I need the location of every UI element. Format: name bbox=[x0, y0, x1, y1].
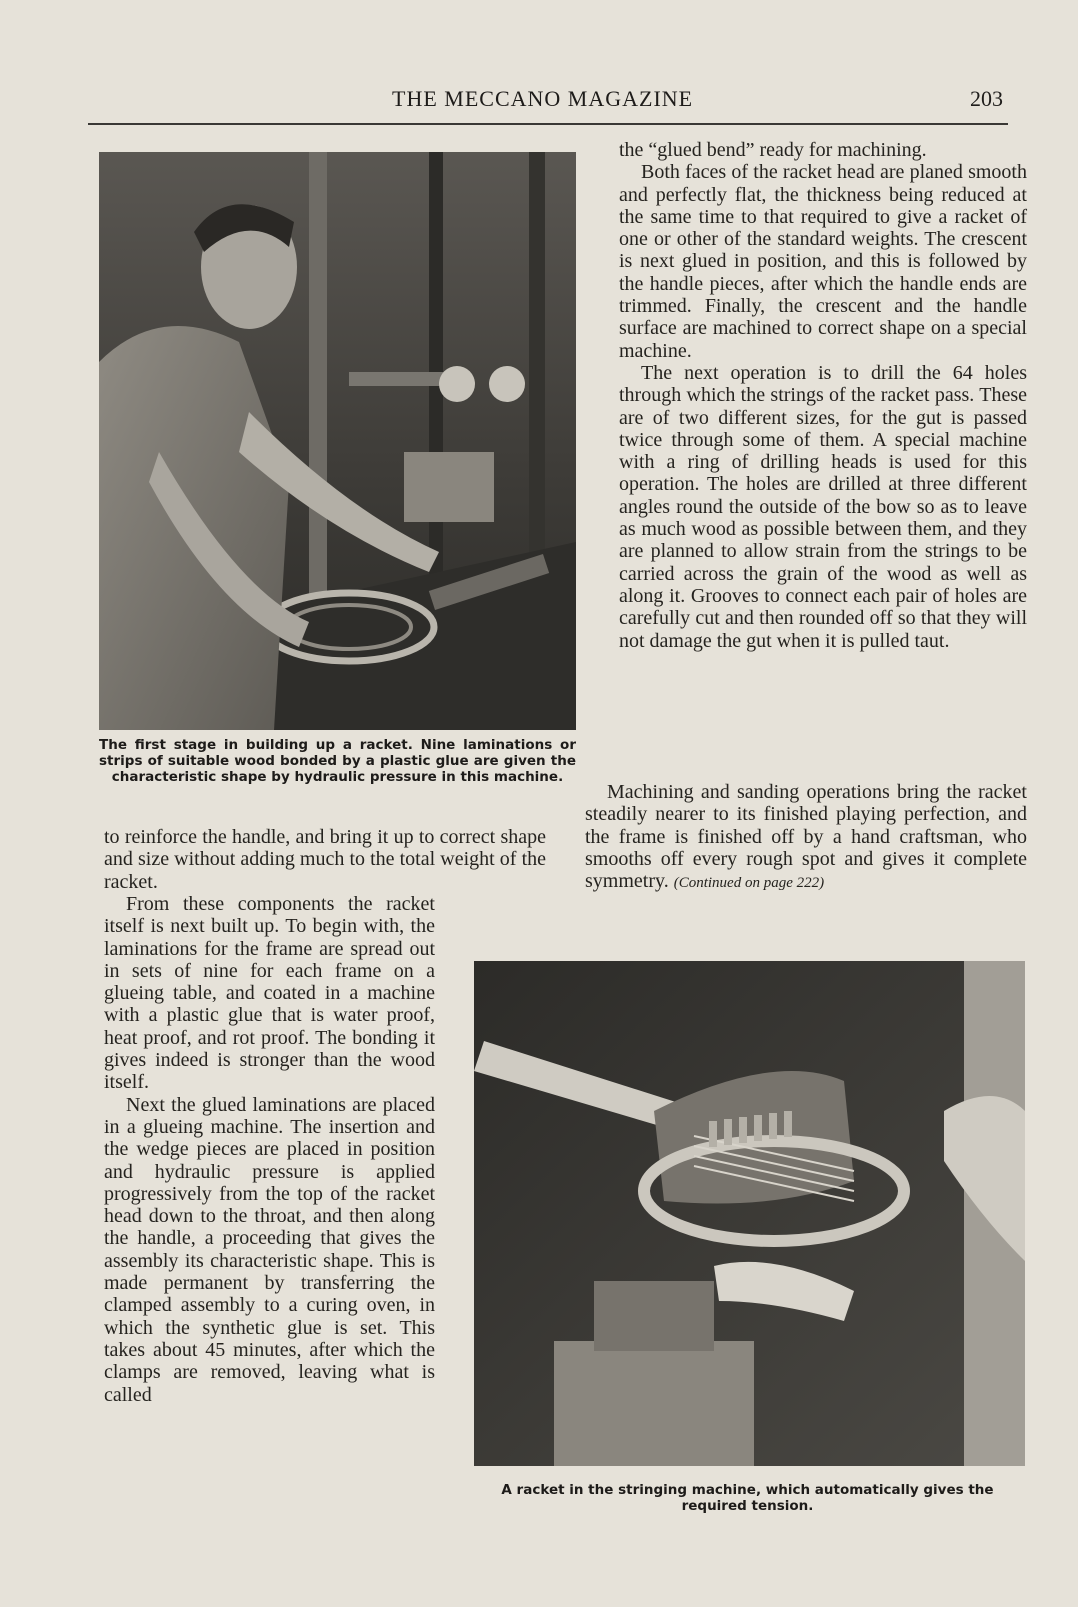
caption-top-photo: The first stage in building up a racket. Nine laminations or strips of suitable wood bonded by a plastic glue are given the characteristic shape by hydraulic pressure in this machine. bbox=[99, 737, 576, 785]
right-para-3: The next operation is to drill the 64 holes through which the strings of the racket pass. These are of two different sizes, for the gut is passed twice through some of them. A special machine with a ring of drilling heads is used for this operation. The holes are drilled at three different angles round the outside of the bow so as to leave as much wood as possible between them, and they are planned to allow strain from the strings to be carried across the grain of the wood as well as along it. Grooves to connect each pair of holes are carefully cut and then rounded off so that they will not damage the gut when it is pulled taut. bbox=[619, 361, 1027, 652]
right-column bbox=[619, 139, 1027, 652]
caption-bottom-photo: A racket in the stringing machine, which automatically gives the required tension. bbox=[501, 1482, 994, 1514]
left-column-lower bbox=[104, 893, 435, 1406]
right-para-2: Both faces of the racket head are planed smooth and perfectly flat, the thickness being reduced at the same time to that required to give a racket of one or other of the standard weights. The crescent is next glued in position, and this is followed by the handle pieces, after which the handle ends are trimmed. Finally, the crescent and the handle surface are machined to correct shape on a special machine. bbox=[619, 161, 1027, 362]
header-rule bbox=[88, 123, 1008, 125]
continued-note: (Continued on page 222) bbox=[673, 875, 825, 892]
photo-hydraulic-press bbox=[99, 152, 576, 730]
left-para-3: Next the glued laminations are placed in a glueing machine. The insertion and the wedge pieces are placed in position and hydraulic pressure is applied progressively from the top of the racket head down to the throat, and then along the handle, a proceeding that gives the assembly its characteristic shape. This is made permanent by transferring the clamped assembly to a curing oven, in which the synthetic glue is set. This takes about 45 minutes, after which the clamps are removed, leaving what is called bbox=[104, 1093, 435, 1406]
right-para-4-text: Machining and sanding operations bring the racket steadily nearer to its finished playing perfection, and the frame is finished off by a hand craftsman, who smooths off every rough spot and gives it complete symmetry. bbox=[585, 781, 1027, 893]
magazine-title: THE MECCANO MAGAZINE bbox=[392, 86, 694, 111]
photo-stringing-machine-image bbox=[474, 961, 1025, 1466]
photo-hydraulic-press-image bbox=[99, 152, 576, 730]
page-number: 203 bbox=[970, 86, 1003, 111]
left-para-1: to reinforce the handle, and bring it up to correct shape and size without adding much to the total weight of the racket. bbox=[104, 826, 546, 893]
left-column-upper bbox=[104, 826, 546, 893]
right-para-1: the “glued bend” ready for machining. bbox=[619, 139, 927, 161]
right-column-wide bbox=[585, 781, 1027, 894]
photo-stringing-machine bbox=[474, 961, 1025, 1466]
left-para-2: From these components the racket itself is next built up. To begin with, the laminations for the frame are spread out in sets of nine for each frame on a glueing table, and coated in a machine with a plastic glue that is water proof, heat proof, and rot proof. The bonding it gives indeed is stronger than the wood itself. bbox=[104, 893, 435, 1094]
right-para-4 bbox=[585, 781, 1027, 894]
